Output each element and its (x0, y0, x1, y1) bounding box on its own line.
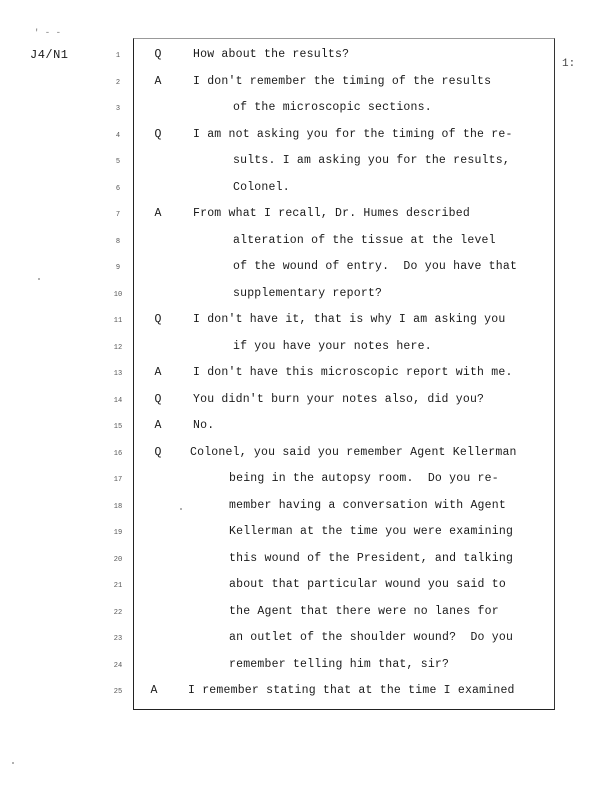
speaker-label: A (154, 419, 162, 432)
transcript-line (0, 605, 612, 623)
transcript-line (0, 101, 612, 119)
line-number: 22 (113, 608, 123, 617)
line-number: 15 (113, 423, 123, 431)
transcript-line (0, 340, 612, 358)
line-number: 25 (113, 688, 123, 696)
speaker-label: Q (154, 127, 162, 141)
document-identifier: J4/N1 (30, 48, 69, 62)
testimony-text: I don't remember the timing of the results (193, 74, 492, 88)
testimony-text: being in the autopsy room. Do you re- (229, 472, 499, 485)
testimony-text: this wound of the President, and talking (229, 551, 514, 565)
transcript-line (0, 525, 612, 543)
line-number: 6 (115, 184, 121, 193)
corner-marks: ' - - (34, 28, 62, 38)
transcript-line (0, 75, 612, 93)
transcript-line (0, 552, 612, 570)
transcript-line (0, 393, 612, 411)
testimony-text: I don't have it, that is why I am asking you (193, 313, 506, 326)
transcript-line (0, 684, 612, 702)
transcript-line (0, 499, 612, 517)
line-number: 14 (113, 396, 123, 405)
speaker-label: Q (154, 445, 162, 459)
speaker-label: Q (154, 48, 162, 61)
transcript-line (0, 472, 612, 490)
transcript-line (0, 578, 612, 596)
line-number: 10 (113, 290, 123, 299)
transcript-line (0, 260, 612, 278)
transcript-line (0, 154, 612, 172)
line-number: 4 (115, 131, 121, 140)
line-number: 7 (115, 211, 121, 219)
line-number: 2 (115, 78, 121, 87)
line-number: 3 (115, 105, 121, 113)
testimony-text: member having a conversation with Agent (229, 498, 506, 512)
speaker-label: A (150, 684, 158, 697)
line-number: 20 (113, 555, 123, 564)
testimony-text: remember telling him that, sir? (229, 657, 450, 671)
line-number: 19 (113, 529, 123, 537)
line-number: 16 (113, 449, 123, 458)
testimony-text: You didn't burn your notes also, did you? (193, 392, 485, 406)
testimony-text: supplementary report? (233, 286, 383, 300)
testimony-text: How about the results? (193, 48, 350, 61)
transcript-line (0, 366, 612, 384)
testimony-text: Colonel. (233, 180, 290, 194)
line-number: 12 (113, 343, 123, 352)
scan-speck (12, 762, 14, 764)
speaker-label: A (154, 74, 162, 88)
transcript-line (0, 128, 612, 146)
testimony-text: sults. I am asking you for the results, (233, 154, 510, 167)
testimony-text: Colonel, you said you remember Agent Kellerman (190, 445, 517, 459)
testimony-text: Kellerman at the time you were examining (229, 525, 514, 538)
speaker-label: A (154, 366, 162, 379)
speaker-label: A (154, 207, 162, 220)
testimony-text: I am not asking you for the timing of the re- (193, 127, 513, 141)
testimony-text: an outlet of the shoulder wound? Do you (229, 631, 514, 644)
scan-speck (38, 278, 40, 280)
speaker-label: Q (154, 392, 162, 406)
testimony-text: No. (193, 419, 215, 432)
testimony-text: From what I recall, Dr. Humes described (193, 207, 470, 220)
transcript-line (0, 313, 612, 331)
transcript-line (0, 234, 612, 252)
transcript-line (0, 48, 612, 66)
line-number: 9 (115, 264, 121, 272)
transcript-line (0, 419, 612, 437)
transcript-line (0, 287, 612, 305)
testimony-text: alteration of the tissue at the level (233, 233, 496, 247)
line-number: 13 (113, 370, 123, 378)
line-number: 21 (113, 582, 123, 590)
line-number: 8 (115, 237, 121, 246)
line-number: 11 (113, 317, 123, 325)
testimony-text: of the wound of entry. Do you have that (233, 260, 518, 273)
transcript-line (0, 631, 612, 649)
transcript-line (0, 181, 612, 199)
line-number: 5 (115, 158, 121, 166)
speaker-label: Q (154, 313, 162, 326)
transcript-line (0, 658, 612, 676)
testimony-text: of the microscopic sections. (233, 101, 432, 114)
testimony-text: the Agent that there were no lanes for (229, 604, 499, 618)
page-number: 1: (562, 58, 576, 70)
testimony-text: I don't have this microscopic report with me. (193, 366, 513, 379)
transcript-line (0, 207, 612, 225)
testimony-text: if you have your notes here. (233, 339, 432, 353)
testimony-text: I remember stating that at the time I examined (188, 684, 515, 697)
line-number: 1 (115, 52, 121, 60)
line-number: 18 (113, 502, 123, 511)
transcript-line (0, 446, 612, 464)
testimony-text: about that particular wound you said to (229, 578, 506, 591)
line-number: 23 (113, 635, 123, 643)
line-number: 24 (113, 661, 123, 670)
line-number: 17 (113, 476, 123, 484)
